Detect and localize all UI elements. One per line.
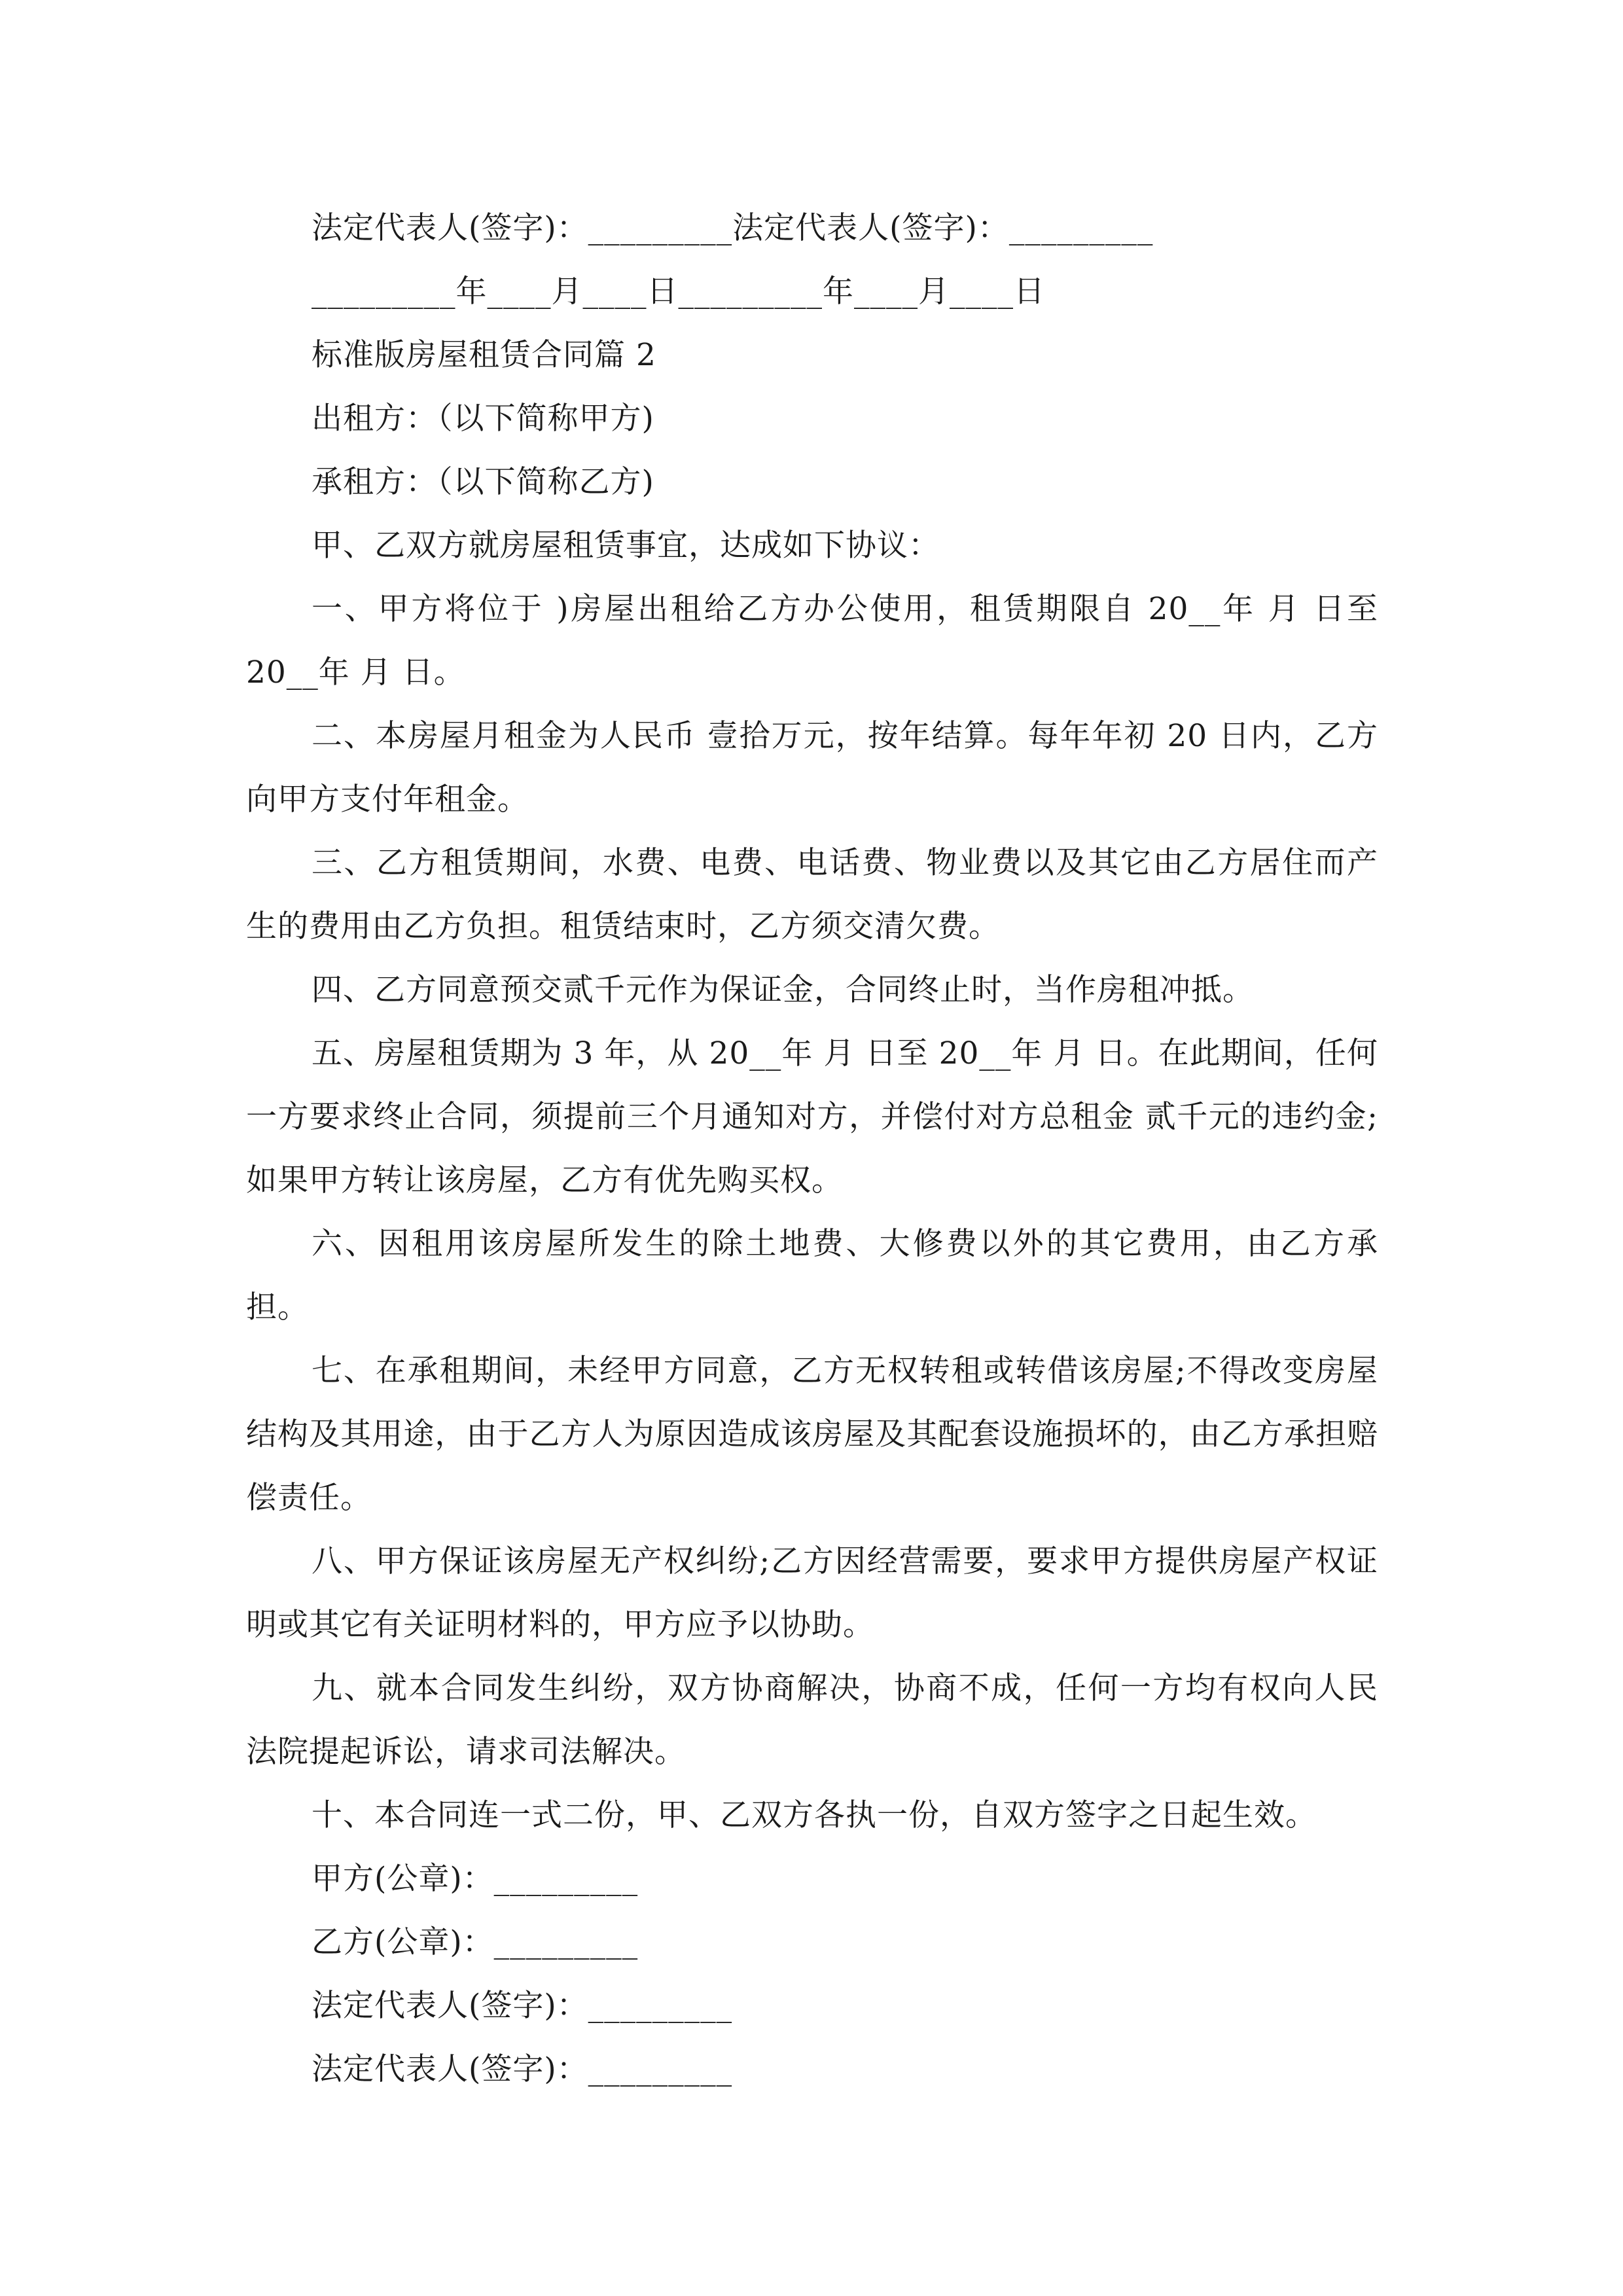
section-title: 标准版房屋租赁合同篇 2 xyxy=(312,337,656,373)
date-line: _________年____月____日_________年____月____日 xyxy=(312,274,1045,310)
lessee-line: 承租方：（以下简称乙方) xyxy=(312,464,654,500)
agreement-intro: 甲、乙双方就房屋租赁事宜，达成如下协议： xyxy=(312,528,940,564)
clause-4: 四、乙方同意预交贰千元作为保证金，合同终止时，当作房租冲抵。 xyxy=(312,972,1254,1008)
clause-3: 三、乙方租赁期间，水费、电费、电话费、物业费以及其它由乙方居住而产生的费用由乙方负担。租赁结束时，乙方须交清欠费。 xyxy=(246,845,1378,944)
clause-8: 八、甲方保证该房屋无产权纠纷;乙方因经营需要，要求甲方提供房屋产权证明或其它有关证明材料的，甲方应予以协助。 xyxy=(246,1543,1378,1643)
clause-1: 一、甲方将位于 )房屋出租给乙方办公使用，租赁期限自 20__年 月 日至 20__年 月 日。 xyxy=(246,591,1378,691)
clause-6: 六、因租用该房屋所发生的除土地费、大修费以外的其它费用，由乙方承担。 xyxy=(246,1226,1378,1325)
clause-10: 十、本合同连一式二份，甲、乙双方各执一份，自双方签字之日起生效。 xyxy=(312,1797,1317,1833)
representative-signature-b: 法定代表人(签字)：_________ xyxy=(312,2051,733,2087)
clause-5: 五、房屋租赁期为 3 年，从 20__年 月 日至 20__年 月 日。在此期间，任何一方要求终止合同，须提前三个月通知对方，并偿付对方总租金 贰千元的违约金;如果甲方转让该房屋，乙方有优先购买权。 xyxy=(246,1035,1378,1198)
clause-7: 七、在承租期间，未经甲方同意，乙方无权转租或转借该房屋;不得改变房屋结构及其用途，由于乙方人为原因造成该房屋及其配套设施损坏的，由乙方承担赔偿责任。 xyxy=(246,1353,1378,1516)
representative-signature-a: 法定代表人(签字)：_________ xyxy=(312,1988,733,2024)
clause-2: 二、本房屋月租金为人民币 壹拾万元，按年结算。每年年初 20 日内，乙方向甲方支付年租金。 xyxy=(246,718,1378,817)
clause-9: 九、就本合同发生纠纷，双方协商解决，协商不成，任何一方均有权向人民法院提起诉讼，请求司法解决。 xyxy=(246,1670,1378,1770)
party-b-seal-line: 乙方(公章)：_________ xyxy=(312,1924,639,1960)
party-a-seal-line: 甲方(公章)：_________ xyxy=(312,1861,639,1897)
document-page xyxy=(246,196,1378,2101)
signature-line-representatives: 法定代表人(签字)：_________法定代表人(签字)：_________ xyxy=(312,210,1154,246)
lessor-line: 出租方：（以下简称甲方) xyxy=(312,401,654,437)
